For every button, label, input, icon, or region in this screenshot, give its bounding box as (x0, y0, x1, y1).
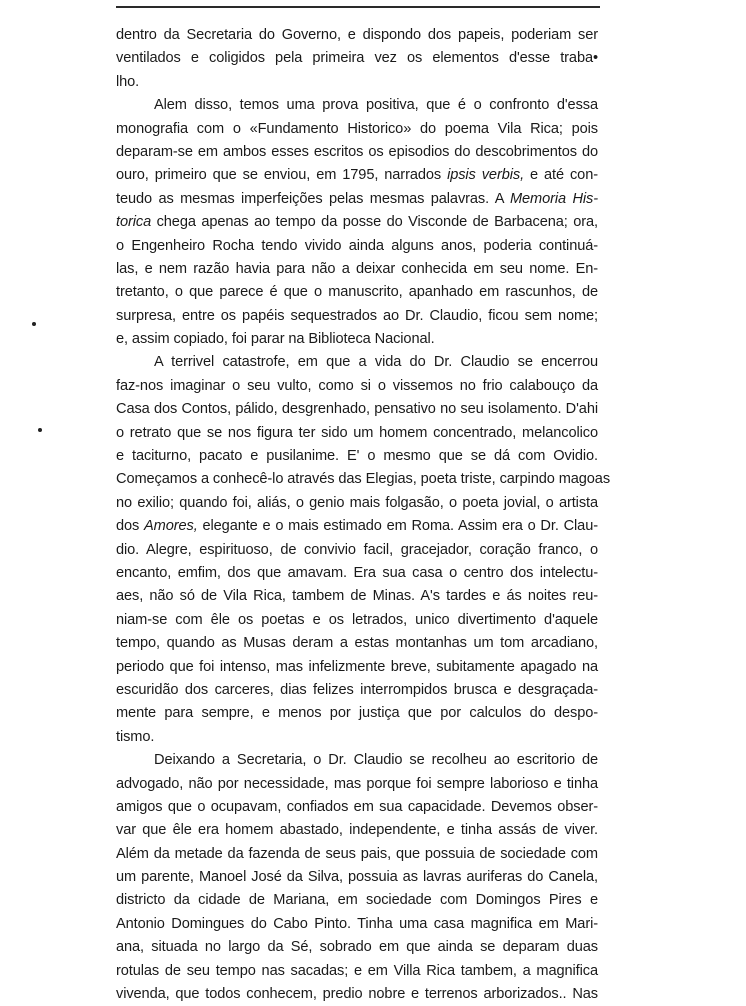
text-line: vivenda, que todos conhecem, predio nobre e terrenos arborizados.. Nas (116, 986, 598, 1003)
text-line: e taciturno, pacato e pusilanime. E' o mesmo que se dá com Ovidio. (116, 448, 598, 465)
text-line: faz-nos imaginar o seu vulto, como si o vissemos no frio calabouço da (116, 377, 598, 394)
text-line: var que êle era homem abastado, independente, e tinha assás de viver. (116, 822, 598, 839)
text-line: aes, não só de Vila Rica, tambem de Minas. A's tardes e ás noites reu- (116, 588, 598, 605)
text-segment: e até con- (530, 167, 598, 184)
text-line: A terrivel catastrofe, em que a vida do Dr. Claudio se encerrou (154, 354, 598, 371)
text-segment: elegante e o mais estimado em Roma. Assim era o Dr. Clau- (202, 518, 598, 535)
text-line: deparam-se em ambos esses escritos os episodios do descobrimentos do (116, 143, 598, 160)
italic-text: ipsis verbis, (447, 167, 525, 184)
body-text (116, 24, 611, 1006)
text-line: escuridão dos carceres, dias felizes interrompidos brusca e desgraçada- (116, 681, 598, 698)
text-line: encanto, emfim, dos que amavam. Era sua casa o centro dos intelectu- (116, 564, 598, 581)
text-line: um parente, Manoel José da Silva, possuia as lavras auriferas do Canela, (116, 869, 598, 886)
text-line: Casa dos Contos, pálido, desgrenhado, pensativo no seu isolamento. D'ahi (116, 401, 598, 418)
text-line: e, assim copiado, foi parar na Biblioteca Nacional. (116, 331, 435, 348)
text-line: ana, situada no largo da Sé, sobrado em que ainda se deparam duas (116, 939, 598, 956)
text-line: tismo. (116, 728, 155, 745)
text-line (116, 515, 598, 538)
text-line: lho. (116, 73, 140, 90)
text-line: Antonio Domingues do Cabo Pinto. Tinha uma casa magnifica em Mari- (116, 915, 598, 932)
text-line: Alem disso, temos uma prova positiva, que é o confronto d'essa (154, 97, 598, 114)
text-line: o retrato que se nos figura ter sido um homem concentrado, melancolico (116, 424, 598, 441)
text-line (116, 211, 598, 234)
text-line: districto da cidade de Mariana, em sociedade com Domingos Pires e (116, 892, 598, 909)
text-line: surpresa, entre os papéis sequestrados ao Dr. Claudio, ficou sem nome; (116, 307, 598, 324)
text-line: tempo, quando as Musas deram a estas montanhas um tom arcadiano, (116, 635, 598, 652)
margin-mark (32, 322, 36, 326)
text-line: amigos que o ocupavam, confiados em sua capacidade. Devemos obser- (116, 798, 598, 815)
italic-text: Memoria His- (509, 190, 598, 207)
margin-mark (38, 428, 42, 432)
text-segment: ouro, primeiro que se enviou, em 1795, narrados (116, 167, 442, 184)
text-line: ventilados e coligidos pela primeira vez os elementos d'esse traba• (116, 50, 598, 67)
text-line (116, 188, 598, 211)
text-segment: dos (116, 518, 140, 535)
text-line: Começamos a conhecê-lo através das Elegias, poeta triste, carpindo magoas (116, 471, 611, 488)
text-line: dio. Alegre, espirituoso, de convivio facil, gracejador, coração franco, o (116, 541, 598, 558)
text-line: monografia com o «Fundamento Historico» do poema Vila Rica; pois (116, 120, 598, 137)
text-line: o Engenheiro Rocha tendo vivido ainda alguns anos, poderia continuá- (116, 237, 598, 254)
text-segment: teudo as mesmas imperfeições pelas mesmas palavras. A (116, 190, 504, 207)
text-line: tretanto, o que parece é que o manuscrito, apanhado em rascunhos, de (116, 284, 598, 301)
text-line: dentro da Secretaria do Governo, e dispondo dos papeis, poderiam ser (116, 27, 598, 43)
text-line: rotulas de seu tempo nas sacadas; e em Villa Rica tambem, a magnifica (116, 962, 598, 979)
italic-text: torica (116, 214, 152, 231)
text-line: mente para sempre, e menos por justiça que por calculos do despo- (116, 705, 598, 722)
text-line: Além da metade da fazenda de seus pais, que possuia de sociedade com (116, 845, 598, 862)
text-segment: chega apenas ao tempo da posse do Visconde de Barbacena; ora, (156, 214, 598, 231)
text-line: periodo que foi intenso, mas infelizmente breve, subitamente apagado na (116, 658, 598, 675)
text-line: las, e nem razão havia para não a deixar conhecida em seu nome. En- (116, 260, 598, 277)
italic-text: Amores, (144, 518, 198, 535)
text-line: advogado, não por necessidade, mas porque foi sempre laborioso e tinha (116, 775, 598, 792)
header-rule (116, 6, 600, 8)
text-line: niam-se com êle os poetas e os letrados, unico divertimento d'aquele (116, 611, 598, 628)
text-line: no exilio; quando foi, aliás, o genio mais folgasão, o poeta jovial, o artista (116, 494, 598, 511)
text-line (116, 164, 598, 187)
text-line: Deixando a Secretaria, o Dr. Claudio se recolheu ao escritorio de (154, 752, 598, 769)
